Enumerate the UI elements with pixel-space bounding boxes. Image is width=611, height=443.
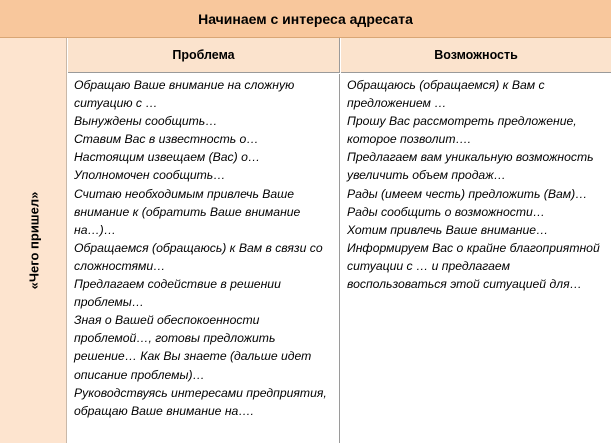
problem-column xyxy=(68,74,340,443)
column-header-opportunity: Возможность xyxy=(341,38,611,73)
list-item: Считаю необходимым привлечь Ваше внимание к (обратить Ваше внимание на…)… xyxy=(74,186,301,237)
list-item: Настоящим извещаем (Вас) о… xyxy=(74,150,261,165)
list-item: Рады сообщить о возможности… xyxy=(347,204,545,219)
list-item: Руководствуясь интересами предприятия, обращаю Ваше внимание на…. xyxy=(74,385,327,418)
list-item: Информируем Вас о крайне благоприятной ситуации с … и предлагаем воспользоваться этой ситуацией для… xyxy=(347,240,600,292)
list-item: Ставим Вас в известность о… xyxy=(74,132,259,147)
list-item: Рады (имеем честь) предложить (Вам)… xyxy=(347,186,588,201)
list-item: Хотим привлечь Ваше внимание… xyxy=(347,222,549,237)
opportunity-column xyxy=(341,74,611,443)
list-item: Обращаю Ваше внимание на сложную ситуацию с … xyxy=(74,78,295,111)
column-header-problem: Проблема xyxy=(68,38,340,73)
side-label-cell xyxy=(0,38,67,443)
list-item: Обращаюсь (обращаемся) к Вам с предложением … xyxy=(347,78,545,111)
list-item: Уполномочен сообщить… xyxy=(74,168,226,183)
list-item: Прошу Вас рассмотреть предложение, которое позволит…. xyxy=(347,114,577,147)
list-item: Предлагаем вам уникальную возможность увеличить объем продаж… xyxy=(347,150,594,183)
list-item: Зная о Вашей обеспокоенности проблемой…, готовы предложить решение… Как Вы знаете (дальше идет описание проблемы)… xyxy=(74,313,312,382)
list-item: Предлагаем содействие в решении проблемы… xyxy=(74,277,281,310)
list-item: Обращаемся (обращаюсь) к Вам в связи со сложностями… xyxy=(74,240,323,273)
list-item: Вынуждены сообщить… xyxy=(74,114,218,129)
table-title: Начинаем с интереса адресата xyxy=(0,0,611,38)
side-label: «Чего пришел» xyxy=(26,191,42,290)
